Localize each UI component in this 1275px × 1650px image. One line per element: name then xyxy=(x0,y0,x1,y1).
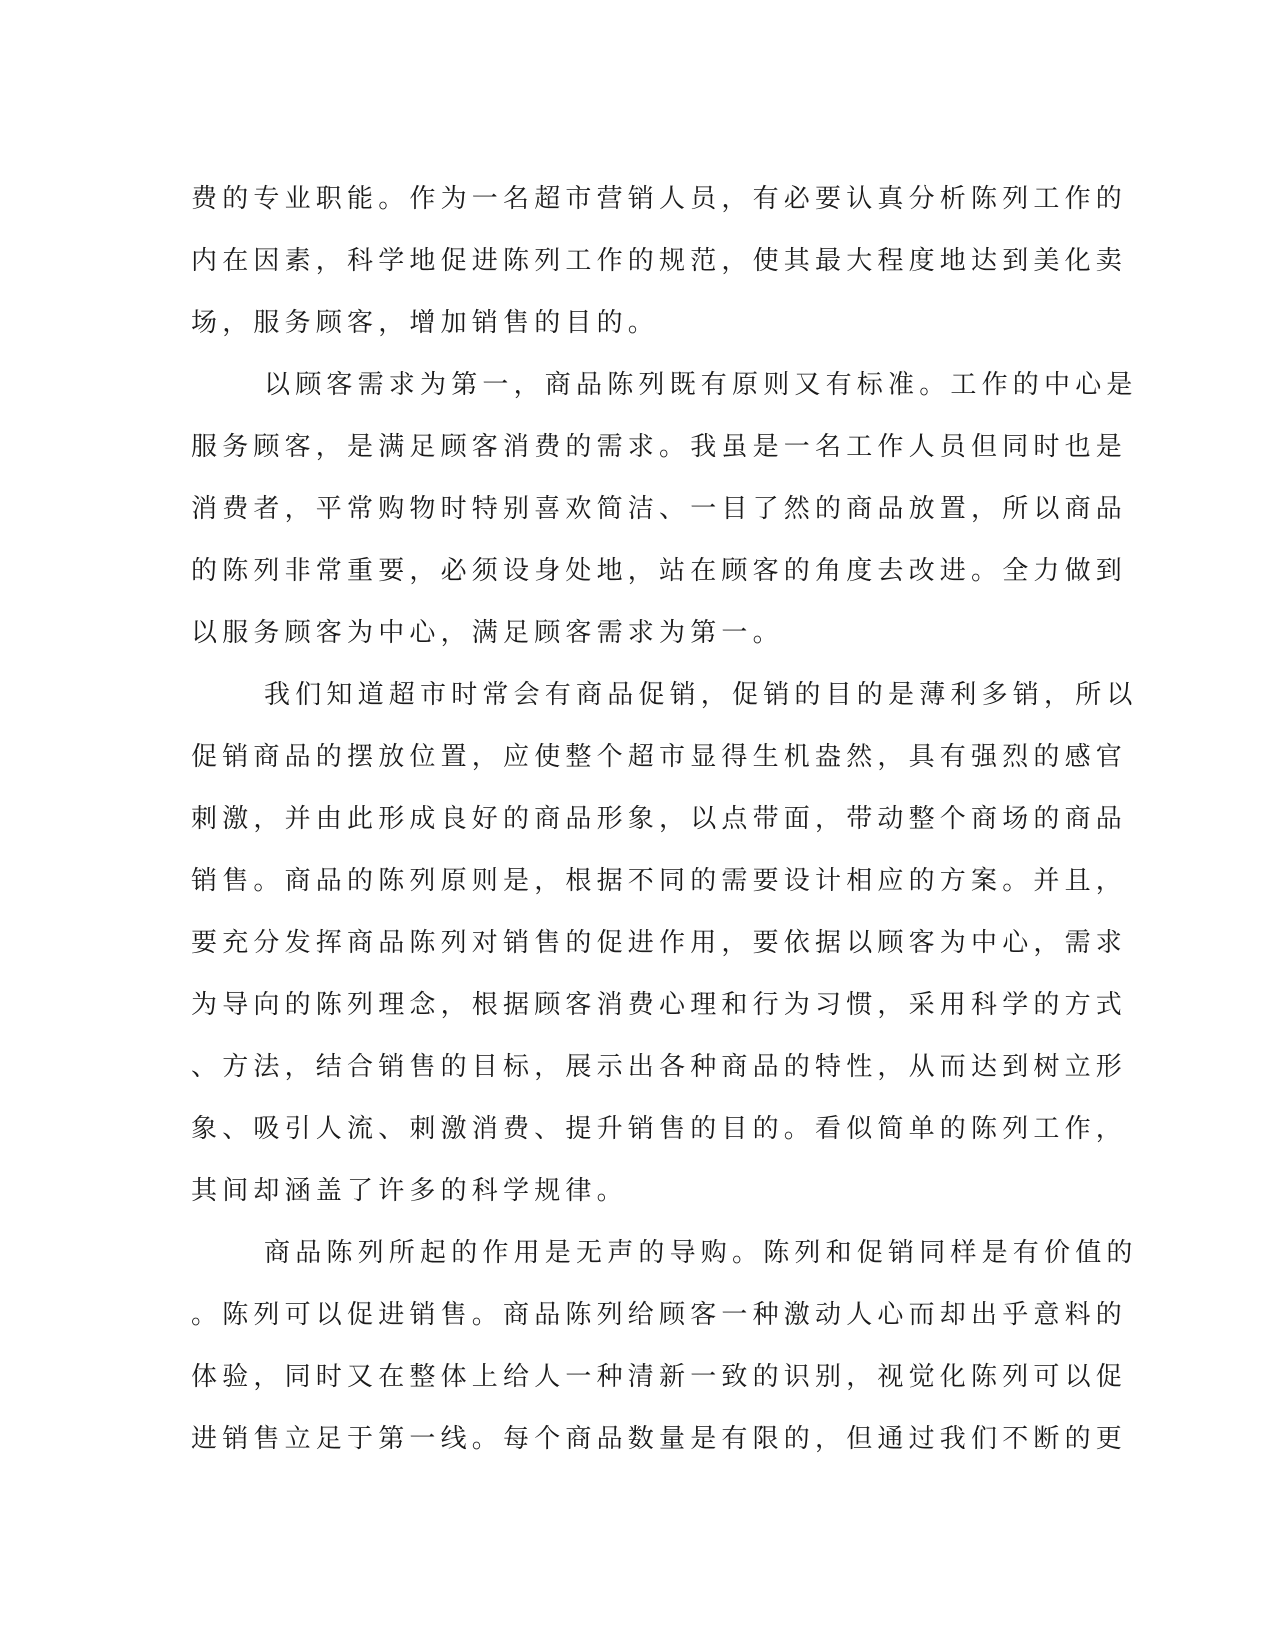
text-line: 为导向的陈列理念，根据顾客消费心理和行为习惯，采用科学的方式 xyxy=(191,990,1128,1020)
text-line: 以服务顾客为中心，满足顾客需求为第一。 xyxy=(191,618,784,648)
text-line: 销售。商品的陈列原则是，根据不同的需要设计相应的方案。并且， xyxy=(191,866,1128,896)
paragraph-2 xyxy=(191,354,1138,664)
text-line: 费的专业职能。作为一名超市营销人员，有必要认真分析陈列工作的 xyxy=(191,184,1128,214)
text-line: 其间却涵盖了许多的科学规律。 xyxy=(191,1176,628,1206)
text-line: 以顾客需求为第一，商品陈列既有原则又有标准。工作的中心是 xyxy=(264,370,1138,400)
text-line: 刺激，并由此形成良好的商品形象，以点带面，带动整个商场的商品 xyxy=(191,804,1128,834)
text-line: 体验，同时又在整体上给人一种清新一致的识别，视觉化陈列可以促 xyxy=(191,1362,1128,1392)
text-line: 服务顾客，是满足顾客消费的需求。我虽是一名工作人员但同时也是 xyxy=(191,432,1128,462)
text-line: 、方法，结合销售的目标，展示出各种商品的特性，从而达到树立形 xyxy=(191,1052,1128,1082)
text-line: 消费者，平常购物时特别喜欢简洁、一目了然的商品放置，所以商品 xyxy=(191,494,1128,524)
body-text xyxy=(191,168,1138,1470)
text-line: 我们知道超市时常会有商品促销，促销的目的是薄利多销，所以 xyxy=(264,680,1138,710)
text-line: 场，服务顾客，增加销售的目的。 xyxy=(191,308,660,338)
text-line: 象、吸引人流、刺激消费、提升销售的目的。看似简单的陈列工作， xyxy=(191,1114,1128,1144)
paragraph-3 xyxy=(191,664,1138,1222)
text-line: 的陈列非常重要，必须设身处地，站在顾客的角度去改进。全力做到 xyxy=(191,556,1128,586)
text-line: 促销商品的摆放位置，应使整个超市显得生机盎然，具有强烈的感官 xyxy=(191,742,1128,772)
text-line: 进销售立足于第一线。每个商品数量是有限的，但通过我们不断的更 xyxy=(191,1424,1128,1454)
text-line: 。陈列可以促进销售。商品陈列给顾客一种激动人心而却出乎意料的 xyxy=(191,1300,1128,1330)
paragraph-1 xyxy=(191,168,1128,354)
text-line: 内在因素，科学地促进陈列工作的规范，使其最大程度地达到美化卖 xyxy=(191,246,1128,276)
text-line: 要充分发挥商品陈列对销售的促进作用，要依据以顾客为中心，需求 xyxy=(191,928,1128,958)
paragraph-4 xyxy=(191,1222,1138,1470)
text-line: 商品陈列所起的作用是无声的导购。陈列和促销同样是有价值的 xyxy=(264,1238,1138,1268)
